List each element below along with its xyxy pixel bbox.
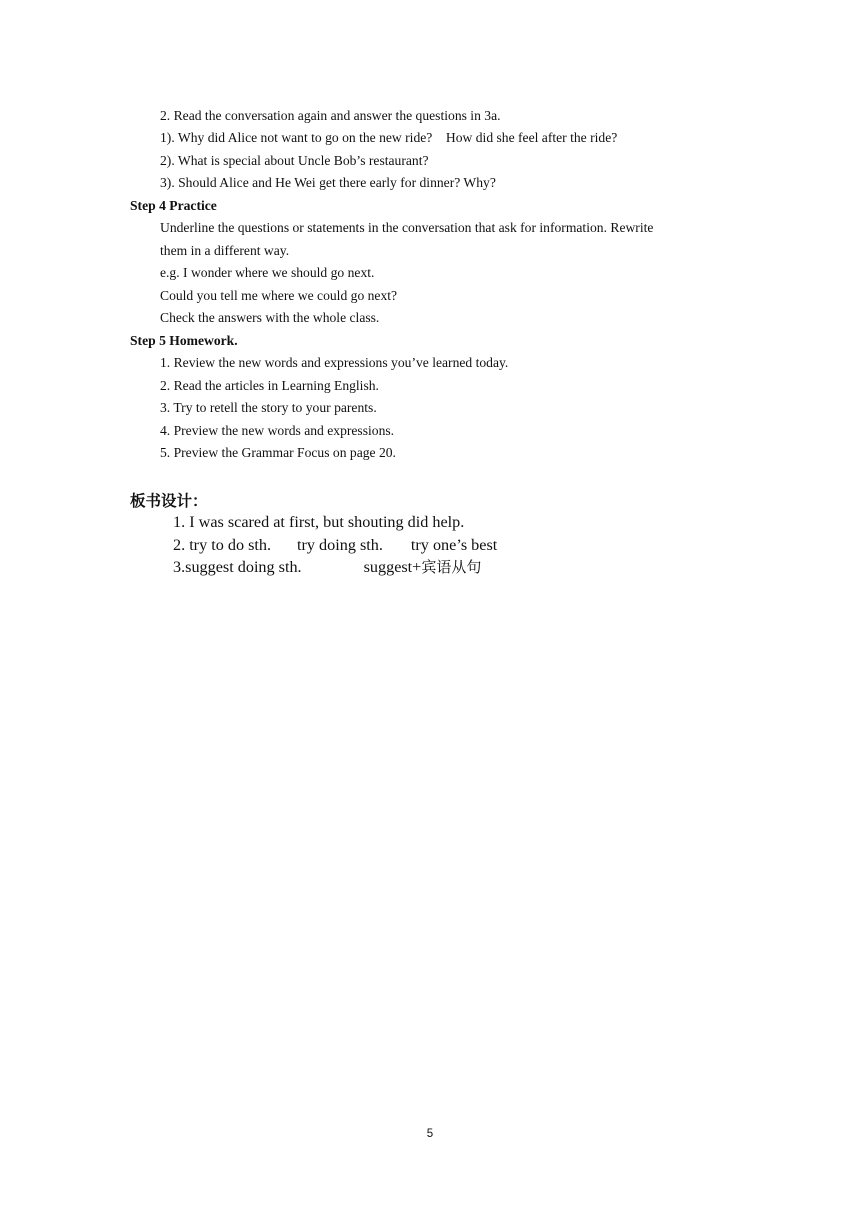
board-phrase: 3.suggest doing sth. (173, 558, 302, 576)
step4-line: e.g. I wonder where we should go next. (160, 265, 375, 280)
board-line-2 (173, 535, 497, 555)
homework-item: 2. Read the articles in Learning English. (160, 378, 379, 393)
homework-item: 3. Try to retell the story to your parents. (160, 400, 377, 415)
step4-line: them in a different way. (160, 243, 290, 258)
step4-line: Underline the questions or statements in the conversation that ask for information. Rewrite (160, 220, 654, 235)
step4-heading: Step 4 Practice (130, 198, 217, 213)
board-line-3 (173, 557, 481, 577)
section3-item: 2. Read the conversation again and answer the questions in 3a. (160, 108, 501, 123)
board-phrase: try doing sth. (297, 536, 383, 554)
board-design-heading: 板书设计： (130, 492, 208, 510)
board-phrase: suggest+ (363, 558, 422, 576)
section3-item: 2). What is special about Uncle Bob’s restaurant? (160, 153, 429, 168)
section3-item: 3). Should Alice and He Wei get there early for dinner? Why? (160, 175, 496, 190)
board-phrase: 2. try to do sth. (173, 536, 272, 554)
board-line-1: 1. I was scared at first, but shouting did help. (173, 513, 465, 531)
board-phrase: try one’s best (410, 536, 498, 554)
board-phrase-cjk: 宾语从句 (421, 558, 482, 576)
section3-item: 1). Why did Alice not want to go on the new ride? How did she feel after the ride? (160, 130, 618, 145)
step4-line: Check the answers with the whole class. (160, 310, 380, 325)
homework-item: 5. Preview the Grammar Focus on page 20. (160, 445, 396, 460)
page-number: 5 (426, 1128, 434, 1140)
step4-line: Could you tell me where we could go next? (160, 288, 398, 303)
step5-heading: Step 5 Homework. (130, 333, 238, 348)
homework-item: 4. Preview the new words and expressions. (160, 423, 395, 438)
homework-item: 1. Review the new words and expressions you’ve learned today. (160, 355, 509, 370)
